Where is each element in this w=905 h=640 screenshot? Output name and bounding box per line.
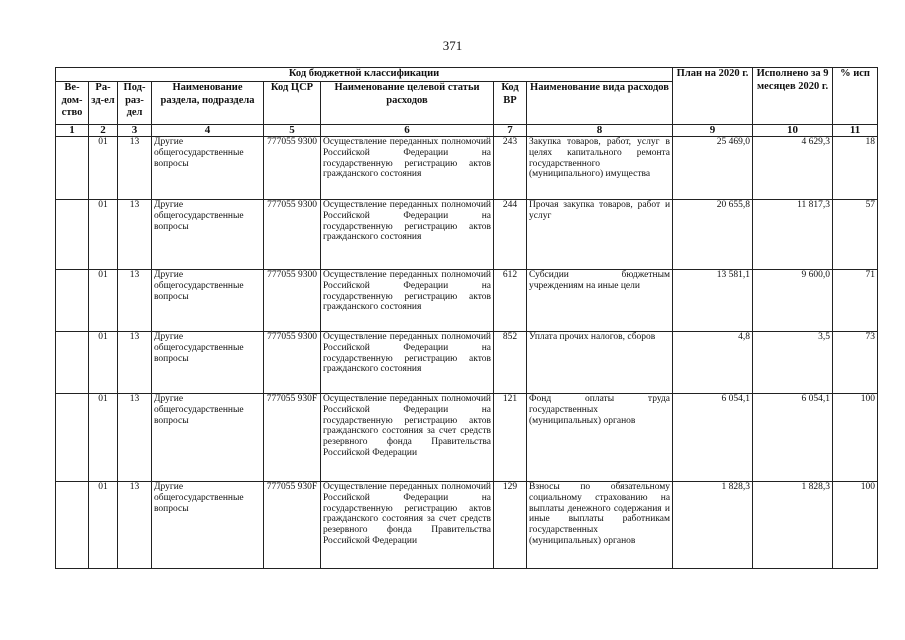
table-row	[56, 200, 878, 270]
cell-plan: 1 828,3	[673, 482, 753, 569]
cell-podrazdel: 13	[118, 270, 152, 332]
cell-vr: 129	[494, 482, 527, 569]
cell-csr: 777055 9300	[264, 200, 321, 270]
cell-vedomstvo	[56, 200, 89, 270]
column-number: 7	[494, 125, 527, 137]
cell-vr: 243	[494, 137, 527, 200]
cell-podrazdel: 13	[118, 332, 152, 394]
cell-done: 4 629,3	[753, 137, 833, 200]
col-vedomstvo-header: Ве-дом-ство	[56, 82, 89, 125]
cell-razdel-name: Другие общегосударственные вопросы	[152, 394, 264, 482]
cell-plan: 20 655,8	[673, 200, 753, 270]
cell-csr-name: Осуществление переданных полномочий Российской Федерации на государственную регистрацию актов гражданского состояния	[321, 137, 494, 200]
column-number: 1	[56, 125, 89, 137]
cell-pct: 100	[833, 394, 878, 482]
column-number: 5	[264, 125, 321, 137]
column-numbers-row	[56, 125, 878, 137]
column-number: 6	[321, 125, 494, 137]
cell-vr-name: Фонд оплаты труда государственных (муниципальных) органов	[527, 394, 673, 482]
cell-plan: 13 581,1	[673, 270, 753, 332]
cell-plan: 25 469,0	[673, 137, 753, 200]
cell-done: 9 600,0	[753, 270, 833, 332]
cell-razdel: 01	[89, 137, 118, 200]
col-razdel-header: Ра-зд-ел	[89, 82, 118, 125]
cell-pct: 71	[833, 270, 878, 332]
cell-vedomstvo	[56, 482, 89, 569]
cell-csr: 777055 930F	[264, 394, 321, 482]
table-row	[56, 394, 878, 482]
cell-razdel: 01	[89, 270, 118, 332]
cell-podrazdel: 13	[118, 394, 152, 482]
table-row	[56, 332, 878, 394]
cell-vedomstvo	[56, 332, 89, 394]
cell-csr-name: Осуществление переданных полномочий Российской Федерации на государственную регистрацию актов гражданского состояния за счет средств резервного фонда Правительства Российской Федерации	[321, 482, 494, 569]
cell-podrazdel: 13	[118, 200, 152, 270]
cell-csr-name: Осуществление переданных полномочий Российской Федерации на государственную регистрацию актов гражданского состояния	[321, 270, 494, 332]
page-number: 371	[442, 38, 463, 53]
cell-razdel: 01	[89, 394, 118, 482]
col-vr-header: Код ВР	[494, 82, 527, 125]
cell-razdel-name: Другие общегосударственные вопросы	[152, 200, 264, 270]
cell-razdel-name: Другие общегосударственные вопросы	[152, 137, 264, 200]
column-number: 11	[833, 125, 878, 137]
cell-vr-name: Прочая закупка товаров, работ и услуг	[527, 200, 673, 270]
cell-vr-name: Субсидии бюджетным учреждениям на иные цели	[527, 270, 673, 332]
col-vr-name-header: Наименование вида расходов	[527, 82, 673, 125]
cell-vr-name: Взносы по обязательному социальному страхованию на выплаты денежного содержания и иные выплаты работникам государственных (муниципальных) органов	[527, 482, 673, 569]
cell-csr: 777055 9300	[264, 270, 321, 332]
cell-vedomstvo	[56, 270, 89, 332]
column-number: 9	[673, 125, 753, 137]
col-plan-header: План на 2020 г.	[673, 68, 753, 125]
cell-pct: 73	[833, 332, 878, 394]
column-number: 3	[118, 125, 152, 137]
cell-vr-name: Уплата прочих налогов, сборов	[527, 332, 673, 394]
column-number: 10	[753, 125, 833, 137]
cell-vedomstvo	[56, 394, 89, 482]
col-pct-header: % исп	[833, 68, 878, 125]
cell-vr: 244	[494, 200, 527, 270]
col-csr-header: Код ЦСР	[264, 82, 321, 125]
cell-csr: 777055 9300	[264, 137, 321, 200]
column-number: 4	[152, 125, 264, 137]
cell-podrazdel: 13	[118, 482, 152, 569]
cell-razdel: 01	[89, 482, 118, 569]
table-row	[56, 137, 878, 200]
cell-done: 6 054,1	[753, 394, 833, 482]
cell-csr-name: Осуществление переданных полномочий Российской Федерации на государственную регистрацию актов гражданского состояния	[321, 200, 494, 270]
cell-plan: 6 054,1	[673, 394, 753, 482]
table-row	[56, 270, 878, 332]
column-number: 8	[527, 125, 673, 137]
cell-csr-name: Осуществление переданных полномочий Российской Федерации на государственную регистрацию актов гражданского состояния	[321, 332, 494, 394]
cell-done: 11 817,3	[753, 200, 833, 270]
column-number: 2	[89, 125, 118, 137]
cell-vedomstvo	[56, 137, 89, 200]
cell-razdel-name: Другие общегосударственные вопросы	[152, 332, 264, 394]
col-csr-name-header: Наименование целевой статьи расходов	[321, 82, 494, 125]
cell-razdel-name: Другие общегосударственные вопросы	[152, 482, 264, 569]
cell-razdel: 01	[89, 332, 118, 394]
budget-table	[55, 67, 878, 569]
cell-vr: 121	[494, 394, 527, 482]
table-row	[56, 482, 878, 569]
col-podrazdel-header: Под-раз-дел	[118, 82, 152, 125]
cell-vr: 852	[494, 332, 527, 394]
cell-razdel-name: Другие общегосударственные вопросы	[152, 270, 264, 332]
cell-pct: 18	[833, 137, 878, 200]
cell-csr: 777055 930F	[264, 482, 321, 569]
col-done-header: Исполнено за 9 месяцев 2020 г.	[753, 68, 833, 125]
cell-pct: 57	[833, 200, 878, 270]
cell-plan: 4,8	[673, 332, 753, 394]
cell-done: 3,5	[753, 332, 833, 394]
cell-pct: 100	[833, 482, 878, 569]
cell-done: 1 828,3	[753, 482, 833, 569]
cell-csr: 777055 9300	[264, 332, 321, 394]
cell-vr: 612	[494, 270, 527, 332]
cell-podrazdel: 13	[118, 137, 152, 200]
cell-csr-name: Осуществление переданных полномочий Российской Федерации на государственную регистрацию актов гражданского состояния за счет средств резервного фонда Правительства Российской Федерации	[321, 394, 494, 482]
col-razdel-name-header: Наименование раздела, подраздела	[152, 82, 264, 125]
kbk-header: Код бюджетной классификации	[56, 68, 673, 82]
cell-razdel: 01	[89, 200, 118, 270]
cell-vr-name: Закупка товаров, работ, услуг в целях капитального ремонта государственного (муниципального) имущества	[527, 137, 673, 200]
